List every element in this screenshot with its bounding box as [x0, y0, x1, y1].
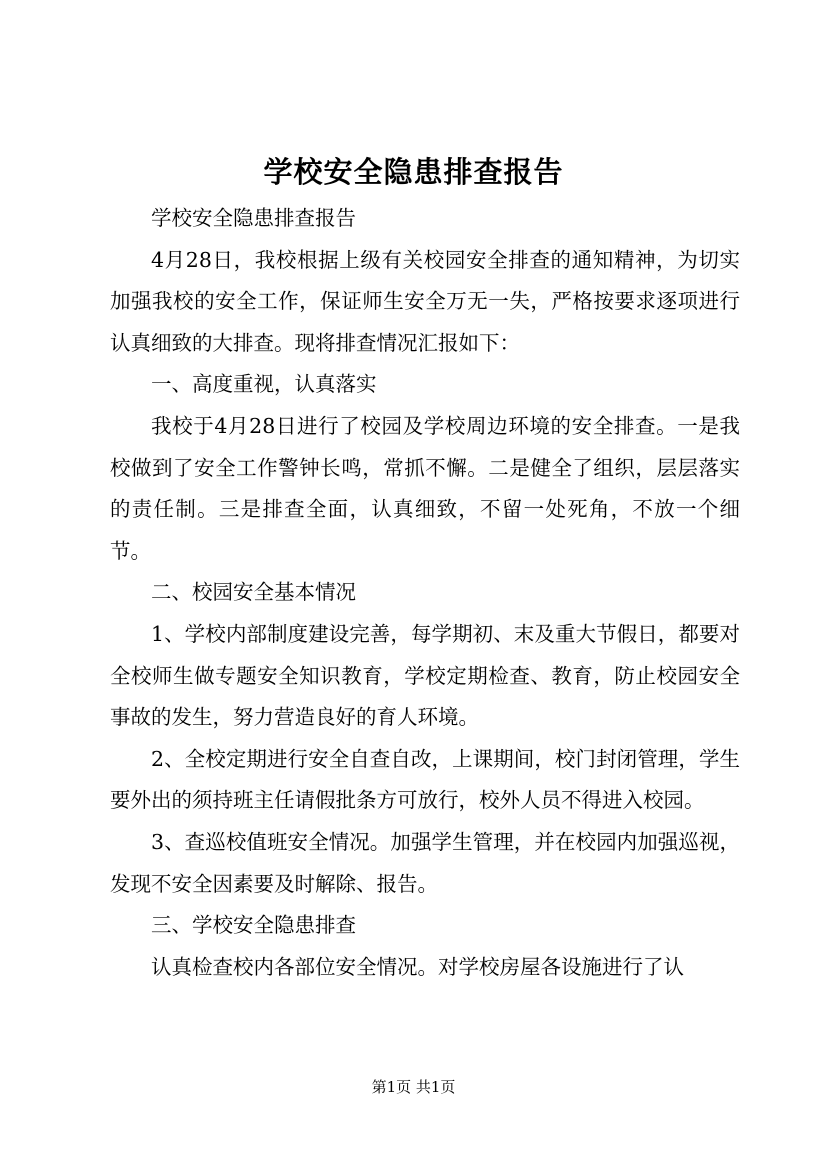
section-heading-3: 三、学校安全隐患排查	[151, 913, 356, 938]
paragraph-item-1: 1、学校内部制度建设完善，每学期初、末及重大节假日，都要对全校师生做专题安全知识教育，学校定期检查、教育，防止校园安全事故的发生，努力营造良好的育人环境。	[110, 621, 740, 730]
paragraph-intro: 4月28日，我校根据上级有关校园安全排查的通知精神，为切实加强我校的安全工作，保证师生安全万无一失，严格按要求逐项进行认真细致的大排查。现将排查情况汇报如下：	[110, 247, 740, 355]
paragraph-section-3: 认真检查校内各部位安全情况。对学校房屋各设施进行了认	[151, 954, 684, 979]
paragraph-item-3: 3、查巡校值班安全情况。加强学生管理，并在校园内加强巡视，发现不安全因素要及时解除、报告。	[110, 829, 740, 896]
section-heading-2: 二、校园安全基本情况	[151, 580, 356, 605]
document-title: 学校安全隐患排查报告	[263, 155, 564, 189]
section-heading-1: 一、高度重视，认真落实	[151, 372, 377, 397]
paragraph-subtitle: 学校安全隐患排查报告	[151, 206, 356, 230]
page-number-footer: 第1页 共1页	[371, 1078, 456, 1096]
paragraph-section-1: 我校于4月28日进行了校园及学校周边环境的安全排查。一是我校做到了安全工作警钟长鸣，常抓不懈。二是健全了组织，层层落实的责任制。三是排查全面，认真细致，不留一处死角，不放一个细节。	[110, 413, 740, 563]
document-body	[110, 198, 740, 988]
paragraph-item-2: 2、全校定期进行安全自查自改，上课期间，校门封闭管理，学生要外出的须持班主任请假批条方可放行，校外人员不得进入校园。	[110, 746, 740, 813]
